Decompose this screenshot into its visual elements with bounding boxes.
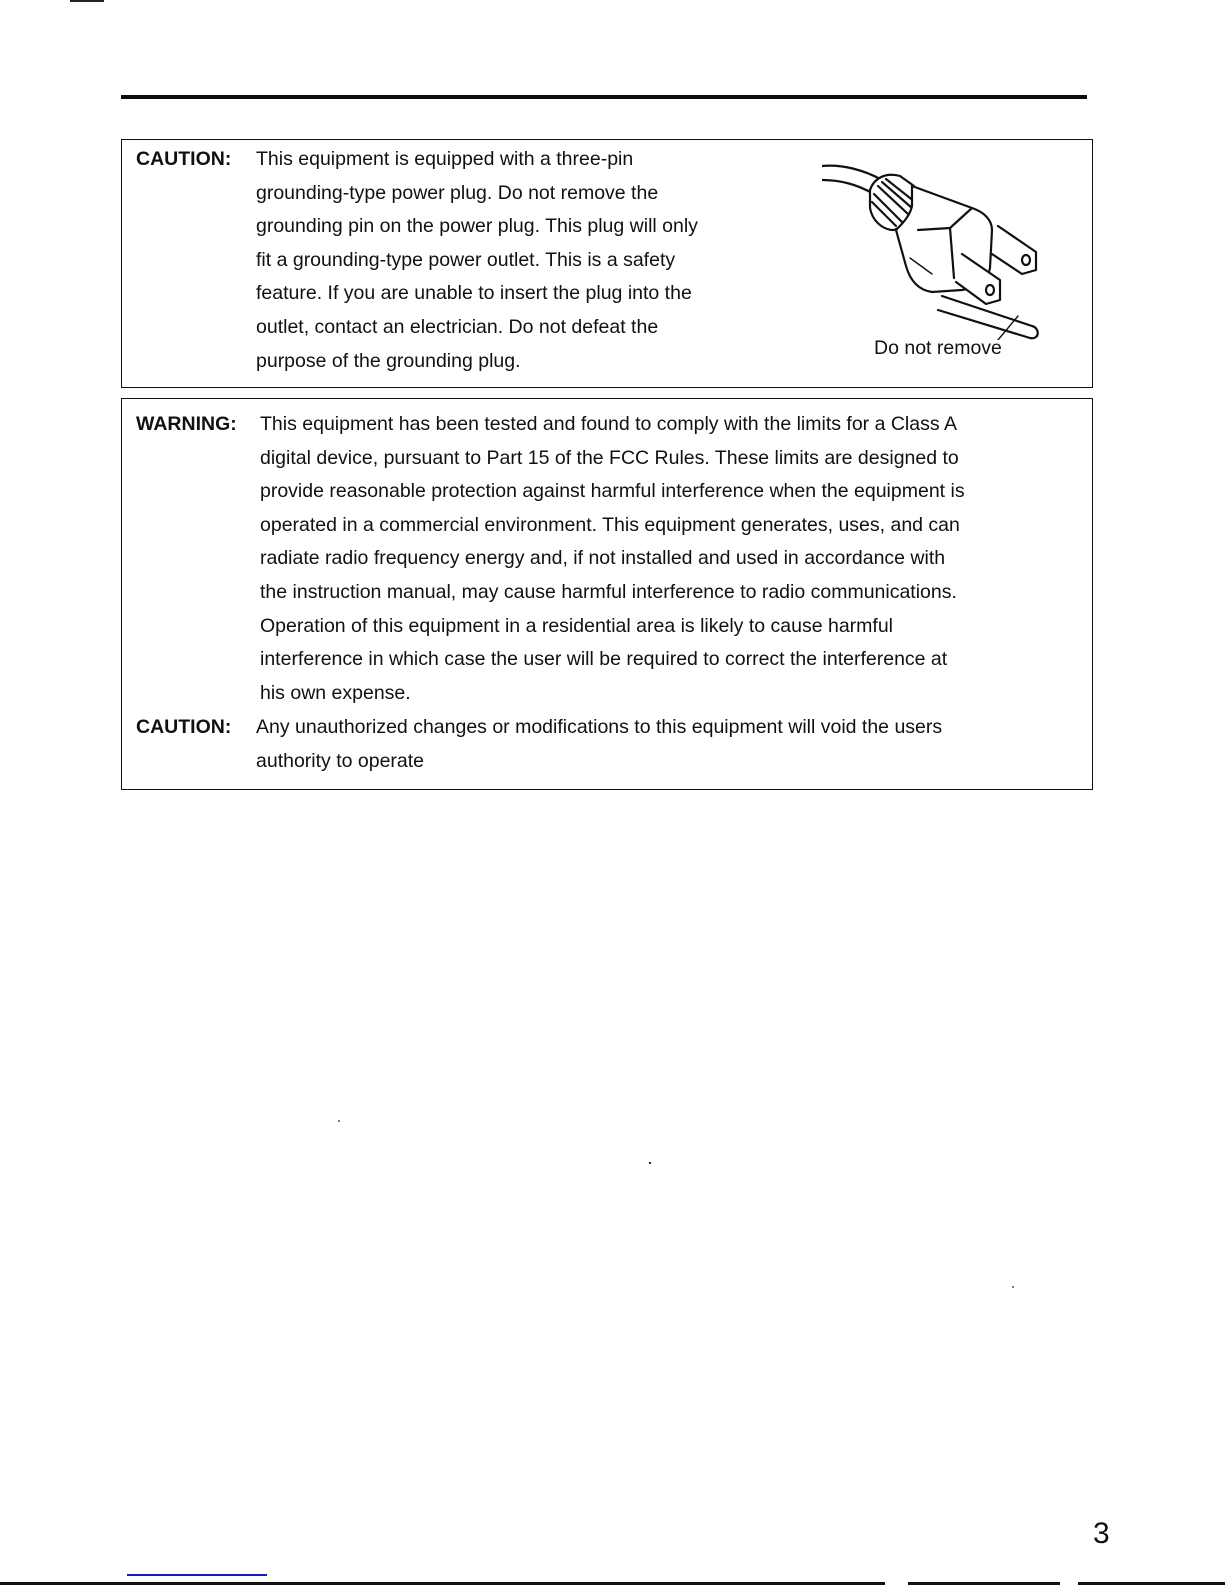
caution-line: purpose of the grounding plug. (256, 349, 521, 372)
scan-speck (1012, 1286, 1014, 1288)
warning-line: digital device, pursuant to Part 15 of the FCC Rules. These limits are designed to (260, 446, 959, 469)
warning-line: Operation of this equipment in a residential area is likely to cause harmful (260, 614, 893, 637)
caution-line: feature. If you are unable to insert the plug into the (256, 282, 692, 305)
warning-line: operated in a commercial environment. This equipment generates, uses, and can (260, 513, 960, 536)
page-number: 3 (1093, 1517, 1110, 1550)
warning-line: his own expense. (260, 681, 411, 704)
warning-line: provide reasonable protection against harmful interference when the equipment is (260, 480, 965, 503)
caution-line: authority to operate (256, 749, 425, 772)
caution-line: This equipment is equipped with a three-pin (256, 148, 634, 170)
header-rule (121, 95, 1087, 99)
caution-label: CAUTION: (136, 148, 232, 170)
warning-line: interference in which case the user will be required to correct the interference at (260, 648, 948, 671)
warning-box (121, 398, 1093, 790)
caution-line: outlet, contact an electrician. Do not defeat the (256, 315, 659, 338)
scan-speck (649, 1162, 651, 1164)
warning-label: WARNING: (136, 413, 237, 435)
caution-line: grounding pin on the power plug. This plug will only (256, 215, 698, 238)
caution-text (256, 143, 698, 378)
plug-caption: Do not remove (874, 337, 1002, 359)
warning-line: This equipment has been tested and found to comply with the limits for a Class A (260, 413, 957, 435)
scan-speck (338, 1120, 340, 1122)
warning-line: radiate radio frequency energy and, if not installed and used in accordance with (260, 547, 946, 570)
grounding-plug-illustration (822, 150, 1052, 340)
corner-mark (70, 0, 104, 2)
warning-text (260, 408, 965, 710)
caution-label: CAUTION: (136, 716, 232, 738)
modification-caution-text (256, 711, 942, 778)
caution-line: fit a grounding-type power outlet. This is a safety (256, 248, 676, 271)
blue-underline (127, 1574, 267, 1576)
caution-line: Any unauthorized changes or modifications to this equipment will void the users (256, 716, 943, 738)
caution-line: grounding-type power plug. Do not remove the (256, 181, 659, 204)
caution-box (121, 139, 1093, 388)
warning-line: the instruction manual, may cause harmful interference to radio communications. (260, 580, 957, 603)
